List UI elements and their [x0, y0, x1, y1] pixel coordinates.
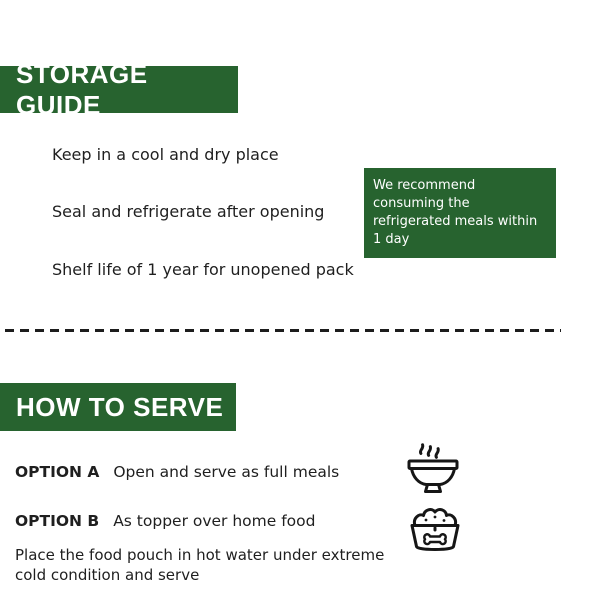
how-to-serve-title: HOW TO SERVE — [16, 391, 224, 422]
dashed-divider — [5, 329, 561, 332]
option-a-text: Open and serve as full meals — [113, 463, 340, 481]
storage-tip-shelf-life: Shelf life of 1 year for unopened pack — [52, 260, 354, 279]
how-to-serve-banner — [0, 383, 236, 431]
steaming-bowl-icon — [402, 437, 464, 499]
option-a-label: OPTION A — [15, 463, 100, 481]
option-a-row — [15, 462, 339, 483]
refrigerated-meals-callout: We recommend consuming the refrigerated meals within 1 day — [364, 168, 556, 258]
option-b-row — [15, 511, 316, 532]
storage-tip-cool-dry: Keep in a cool and dry place — [52, 145, 279, 164]
option-b-label: OPTION B — [15, 512, 100, 530]
storage-guide-banner — [0, 58, 238, 120]
storage-tip-refrigerate: Seal and refrigerate after opening — [52, 202, 325, 221]
option-b-text: As topper over home food — [113, 512, 316, 530]
storage-guide-title: STORAGE GUIDE — [16, 58, 148, 120]
cold-condition-note: Place the food pouch in hot water under extreme cold condition and serve — [15, 546, 385, 584]
pet-food-bowl-icon — [403, 504, 467, 558]
